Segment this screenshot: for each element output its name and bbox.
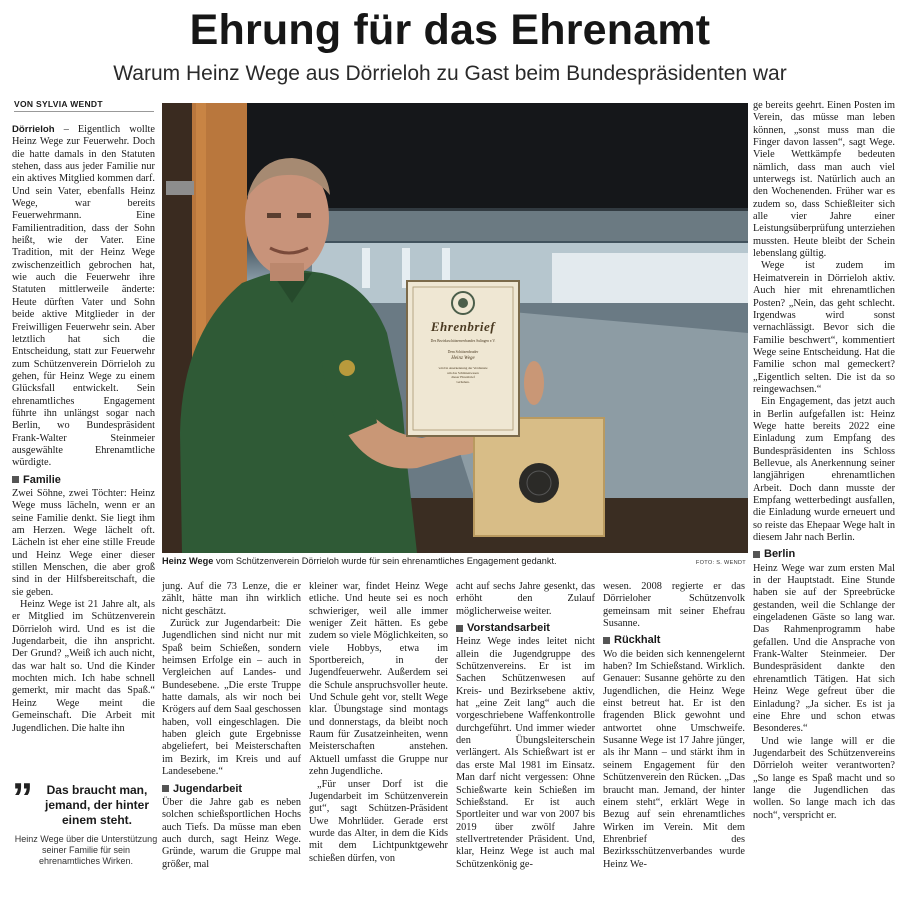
article-column-4 xyxy=(456,581,595,871)
certificate-line: dieser Ehrenbrief xyxy=(451,375,475,380)
headline: Ehrung für das Ehrenamt xyxy=(189,6,711,54)
certificate-line: um das Schützenwesen xyxy=(447,370,479,375)
paragraph: jung. Auf die 73 Lenze, die er zählt, hätte man ihn wirklich nicht geschätzt. xyxy=(162,581,301,617)
dateline: Dörrieloh xyxy=(12,124,55,135)
subhead-vorstandsarbeit: Vorstandsarbeit xyxy=(456,622,595,634)
paragraph: Und wie lange will er die Jugendarbeit des Schützenvereins Dörrieloh weiter verantworten? „So lange es Spaß macht und so lange die Jugendlichen das wollen. So lange mach ich das noch“, verspricht er. xyxy=(753,735,895,821)
paragraph: Heinz Wege war zum ersten Mal in der Hauptstadt. Eine Stunde haben sie auf der Spreebrücke gestanden, weil die Schlange der eingeladenen Gäste so lang war. Das Rahmenprogramm habe gefallen. Und die Ansprache von Frank-Walter Steinmeier. Der Bundespräsident dankte den ehrenamtlich Tätigen. Hat sich Heinz Wege gefreut über die Einladung? „Ja sicher. Es ist ja eine Ehre und schon etwas Besonderes.“ xyxy=(753,562,895,735)
quote-source: Heinz Wege über die Unterstützung seiner Familie für sein ehrenamtliches Wirken. xyxy=(14,834,158,866)
byline: VON SYLVIA WENDT xyxy=(14,99,154,112)
article-photo xyxy=(162,103,748,553)
article-column-6 xyxy=(753,100,895,822)
certificate xyxy=(410,319,516,384)
paragraph: kleiner war, findet Heinz Wege etliche. Und heute sei es noch schwieriger, weil alle immer weniger Zeit hätten. Es gebe zudem so viele Möglichkeiten, so viele Hobbys, etwa im Sportbereich, in der Jugendfeuerwehr. Außerdem sei die Schule anspruchsvoller heute. Und Schule geht vor, stellt Wege klar. Übungstage sind montags und donnerstags, da bleibt noch Raum für Zusatzeinheiten, wenn Meisterschaften anstehen. Aktuell umfasst die Gruppe nur zehn Jugendliche. xyxy=(309,581,448,778)
square-bullet-icon xyxy=(753,551,760,558)
certificate-title: Ehrenbrief xyxy=(430,319,496,334)
photo-credit: FOTO: S. WENDT xyxy=(695,560,746,566)
paragraph: acht auf sechs Jahre gesenkt, das erhöht den Zulauf möglicherweise weiter. xyxy=(456,581,595,617)
paragraph: Zwei Söhne, zwei Töchter: Heinz Wege muss lächeln, wenn er an seine Familie denkt. Sie liegt ihm am Herzen. Wege lächelt oft. Lächeln ist eher eine stille Freude und Heinz Wege einer dieser stillen Menschen, die aber groß sind in der Hilfsbereitschaft, die sie geben. xyxy=(12,487,155,598)
subhead-jugendarbeit: Jugendarbeit xyxy=(162,783,301,795)
quote-mark-icon: ” xyxy=(12,774,33,821)
subhead-berlin: Berlin xyxy=(753,548,895,560)
square-bullet-icon xyxy=(603,637,610,644)
photo-caption xyxy=(162,556,748,567)
paragraph: Über die Jahre gab es neben solchen schießsportlichen Hochs auch Tiefs. Da müsse man eben auch durch, sagt Heinz Wege. Gründe, warum die Gruppe mal größer, mal xyxy=(162,796,301,870)
certificate-line: Heinz Wege xyxy=(451,356,475,361)
subhead-familie: Familie xyxy=(12,474,155,486)
paragraph: Wo die beiden sich kennengelernt haben? Im Schießstand. Wirklich. Genauer: Susanne gehörte zu den Jugendlichen, die Heinz Wege einst betreut hat. Er ist den fragenden Blick gewohnt und antwortet ohne Umschweife. Susanne Wege ist 17 Jahre jünger, als ihr Mann – und stärkt ihm in seinem Engagement für den Schützenverein den Rücken. „Das braucht man. Jemand, der hinter einem steht“, erklärt Wege in Bezug auf sein ehrenamtliches Wirken im Verein. Mit dem Ehrenbrief des Bezirksschützenverbandes wurde Heinz We- xyxy=(603,648,745,870)
paragraph: „Für unser Dorf ist die Jugendarbeit im Schützenverein gut“, sagt Schützen-Präsident Uwe Mohrlüder. Gerade erst wurde das Alter, in dem die Kids mit dem Lichtpunktgewehr schießen dürfen, von xyxy=(309,778,448,864)
certificate-line: Dem Schützenbruder xyxy=(447,350,479,354)
paragraph: Ein Engagement, das jetzt auch in Berlin aufgefallen ist: Heinz Wege hatte bereits 2022 eine Einladung zum Empfang des Bundespräsidenten ins Schloss Bellevue, als Anerkennung seiner langjährigen ehrenamtlichen Arbeit. Doch dann musste der Empfang wetterbedingt ausfallen, die Einladung wurde erneuert und so reiste das Ehepaar Wege halt in diesem Jahr nach Berlin. xyxy=(753,396,895,544)
square-bullet-icon xyxy=(456,625,463,632)
paragraph: Zurück zur Jugendarbeit: Die Jugendlichen sind nicht nur mit Spaß beim Schießen, sondern heimsen Erfolge ein – auch in Vergleichen auf Landes- und Bundesebene. „Die erste Truppe hatte damals, als wir noch bei Krögers auf dem Saal geschossen haben, voll eingeschlagen. Die haben gleich gute Ergebnisse abgeliefert, bei Meisterschaften im Bezirk, im Kreis und auf Landesebene.“ xyxy=(162,618,301,778)
paragraph: Heinz Wege indes leitet nicht allein die Jugendgruppe des Schützenvereins. Er ist im Sachen Schützenwesen auf Kreis- und Bezirksebene aktiv, hat „eine Zeit lang“ auch die vorgeschriebene Waffenkontrolle durchgeführt. Und immer wieder den Übungsleiterschein verlängert. Als Schießwart ist er das erste Mal 1981 im Einsatz. Man darf nicht vergessen: Ohne Schießwarte kein Schießen im Schießstand. Er ist auch Sportleiter und war von 2007 bis 2019 über zwölf Jahre stellvertretender Präsident. Und, klar, Heinz Wege ist auch mal Schützenkönig ge- xyxy=(456,636,595,870)
caption-name: Heinz Wege xyxy=(162,556,214,566)
caption-text: vom Schützenverein Dörrieloh wurde für sein ehrenamtliches Engagement gedankt. xyxy=(213,556,557,566)
paragraph: wesen. 2008 regierte er das Dörrieloher Schützenvolk gemeinsam mit seiner Ehefrau Susanne. xyxy=(603,581,745,630)
square-bullet-icon xyxy=(12,476,19,483)
certificate-line: wird in Anerkennung der Verdienste xyxy=(438,366,488,370)
square-bullet-icon xyxy=(162,785,169,792)
pull-quote xyxy=(12,774,160,867)
certificate-line: Des Bezirksschützenverbandes Sulingen e.V. xyxy=(430,339,496,343)
article-column-2 xyxy=(162,581,301,871)
article-column-1 xyxy=(12,124,155,735)
subhead-rueckhalt: Rückhalt xyxy=(603,634,745,646)
paragraph: Wege ist zudem im Heimatverein in Dörrieloh aktiv. Auch hier mit ehrenamtlichen Posten? „Nein, das geht schlecht. Irgendwas wird sonst vernachlässigt. Bevor sich die Familie beschwert“, kommentiert Wege seine Entscheidung. Hat die Familie schon mal gemeckert? „Eigentlich selten. Die ist da so reingewachsen.“ xyxy=(753,260,895,395)
paragraph: ge bereits geehrt. Einen Posten im Verein, das müsse man leben können, „sonst muss man die Finger davon lassen“, sagt Wege. Viele Wettkämpfe bedeuten nämlich, dass man auch viel unterwegs ist. Natürlich auch an den Wochenenden. Früher war es zudem so, dass Schießleiter sich alle vier Jahre einer Leistungsüberprüfung unterziehen mussten. Heute bleibt der Schein lebenslang gültig. xyxy=(753,100,895,260)
subheadline: Warum Heinz Wege aus Dörrieloh zu Gast beim Bundespräsidenten war xyxy=(113,62,787,85)
paragraph: Dörrieloh – Eigentlich wollte Heinz Wege zur Feuerwehr. Doch die hatte damals in den Statuten stehen, dass aus jeder Familie nur ein aktives Mitglied kommen darf. Und sein Vater, ebenfalls Heinz Wege, war bereits Feuerwehrmann. Eine Familientradition, dass der Sohn heißt, wie der Vater. Eine Tradition, mit der Heinz Wege zwischenzeitlich gebrochen hat, wie auch die Feuerwehr ihre Statuten mittlerweile änderte: Heute dürften Vater und Sohn beide aktive Mitglieder in der Freiwilligen Feuerwehr sein. Aber letztlich hat sich die Entscheidung, statt zur Feuerwehr zum Schützenverein Dörrieloh zu gehen, für Heinz Wege zu einem Glücksfall entwickelt. Sein ehrenamtliches Engagement führte ihn unlängst sogar nach Berlin, wo Bundespräsident Frank-Walter Steinmeier ausgewählte Ehrenamtliche würdigte. xyxy=(12,124,155,469)
certificate-line: verliehen. xyxy=(456,379,470,384)
article-column-3 xyxy=(309,581,448,865)
quote-text: Das braucht man, jemand, der hinter einem steht. xyxy=(44,783,150,827)
paragraph: Heinz Wege ist 21 Jahre alt, als er Mitglied im Schützenverein Dörrieloh wird. Und es ist die Jugendarbeit, die ihn anspricht. Der Grund? „Weiß ich auch nicht, das war halt so. Und die Kinder mochten mich. Ich habe schnell gemerkt, mir macht das Spaß.“ Heinz Wege meint die Gemeinschaft. Die Arbeit mit Jugendlichen. Die halte ihn xyxy=(12,599,155,734)
article-column-5 xyxy=(603,581,745,871)
